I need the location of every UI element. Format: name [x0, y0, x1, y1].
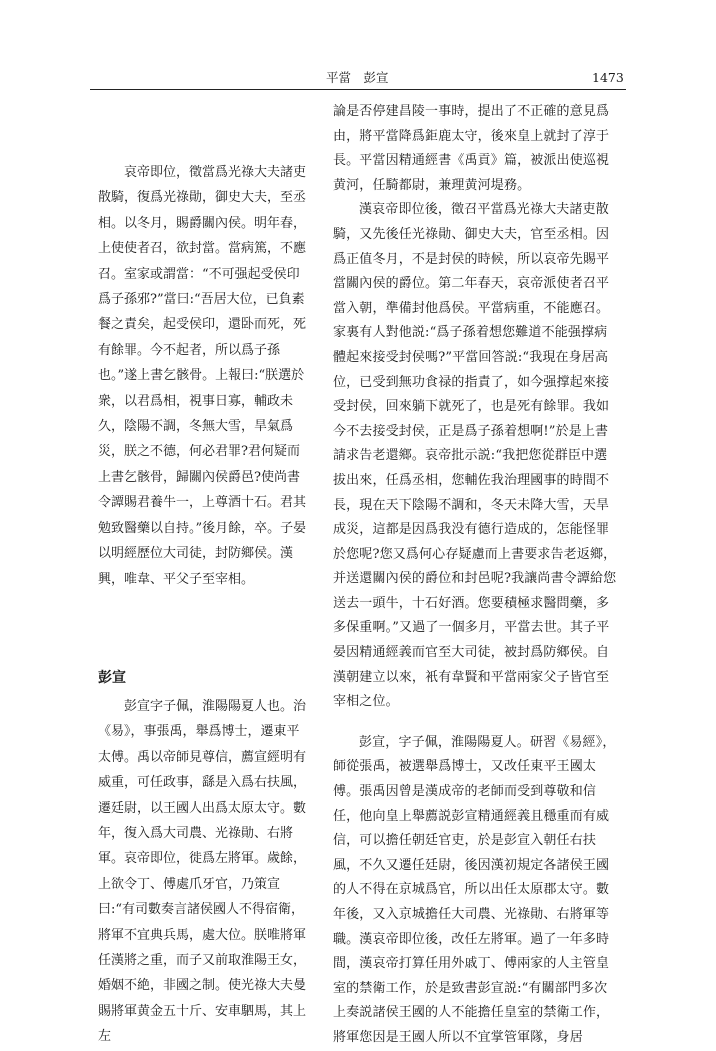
- original-paragraph-2: 彭宣字子佩，淮陽陽夏人也。治《易》，事張禹，舉爲博士，遷東平太傅。禹以帝師見尊信，薦宣經明有威重，可任政事，繇是入爲右扶風，遷廷尉，以王國人出爲太原太守。數年，復入爲大司農、光祿勛、右將軍。哀帝即位，徙爲左將軍。歲餘，上欲令丁、傅處爪牙官，乃策宣曰:“有司數奏言諸侯國人不得宿衛，將軍不宜典兵馬，處大位。朕唯將軍任漢將之重，而子又前取淮陽王女，婚姻不絶，非國之制。使光祿大夫曼賜將軍黄金五十斤、安車駟馬，其上左: [98, 698, 307, 1045]
- left-column: [98, 160, 310, 1050]
- translation-paragraph-3: 彭宣，字子佩，淮陽陽夏人。研習《易經》，師從張禹，被選舉爲博士，又改任東平王國太傅。張禹因曾是漢成帝的老師而受到尊敬和信任，他向皇上舉薦説彭宣精通經義且穩重而有威信，可以擔任朝廷官吏，於是彭宣入朝任右扶風，不久又遷任廷尉，後因漢初規定各諸侯王國的人不得在京城爲官，所以出任太原郡太守。數年後，又入京城擔任大司農、光祿勛、右將軍等職。漢哀帝即位後，改任左將軍。過了一年多時間，漢哀帝打算任用外戚丁、傅兩家的人主管皇室的禁衛工作，於是致書彭宣説:“有關部門多次上奏説諸侯王國的人不能擔任皇室的禁衛工作，將軍您因是王國人所以不宜掌管軍隊，身居: [333, 734, 616, 1045]
- page-number: 1473: [592, 70, 624, 85]
- translation-paragraph-1: 論是否停建昌陵一事時，提出了不正確的意見爲由，將平當降爲鉅鹿太守，後來皇上就封了淳于長。平當因精通經書《禹貢》篇，被派出使巡視黄河，任騎都尉，兼理黄河堤務。: [333, 104, 610, 193]
- section-heading: 彭宣: [98, 669, 126, 686]
- header-rule: [90, 89, 626, 90]
- original-paragraph-1: 哀帝即位，徵當爲光祿大夫諸吏散騎，復爲光祿勛，御史大夫，至丞相。以冬月，賜爵關內侯。明年春，上使使者召，欲封當。當病篤，不應召。室家或謂當：“不可强起受侯印爲子孫邪?”當曰:“吾居大位，已負素餐之責矣，起受侯印，還卧而死，死有餘罪。今不起者，所以爲子孫也。”遂上書乞骸骨。上報曰:“朕選於衆，以君爲相，視事日寡，輔政未久，陰陽不調，冬無大雪，旱氣爲災，朕之不德，何必君罪?君何疑而上書乞骸骨，歸關內侯爵邑?使尚書令譚賜君養牛一，上尊酒十石。君其勉致醫藥以自持。”後月餘，卒。子晏以明經歷位大司徒，封防鄉侯。漢興，唯韋、平父子至宰相。: [98, 165, 307, 587]
- right-column: [333, 100, 619, 1051]
- translation-paragraph-2: 漢哀帝即位後，徵召平當爲光祿大夫諸吏散騎，又先後任光祿勛、御史大夫，官至丞相。因爲正值冬月，不是封侯的時候，所以哀帝先賜平當關內侯的爵位。第二年春天，哀帝派使者召平當入朝，準備封他爲侯。平當病重，不能應召。家裏有人對他説:“爲子孫着想您難道不能强撑病體起來接受封侯嗎?”平當回答説:“我現在身居高位，已受到無功食禄的指責了，如今强撑起來接受封侯，回來躺下就死了，也是死有餘罪。我如今不去接受封侯，正是爲子孫着想啊!”於是上書請求告老還鄉。哀帝批示説:“我把您從群臣中選拔出來，任爲丞相，您輔佐我治理國事的時間不長，現在天下陰陽不調和，冬天未降大雪，天旱成災，這都是因爲我没有德行造成的，怎能怪罪於您呢?您又爲何心存疑慮而上書要求告老返鄉，并送還關內侯的爵位和封邑呢?我讓尚書令譚給您送去一頭牛，十石好酒。您要積極求醫問藥，多多保重啊。”又過了一個多月，平當去世。其子平晏因精通經義而官至大司徒，被封爲防鄉侯。自漢朝建立以來，衹有韋賢和平當兩家父子皆官至宰相之位。: [333, 202, 617, 710]
- running-title: 平當 彭宣: [326, 70, 389, 85]
